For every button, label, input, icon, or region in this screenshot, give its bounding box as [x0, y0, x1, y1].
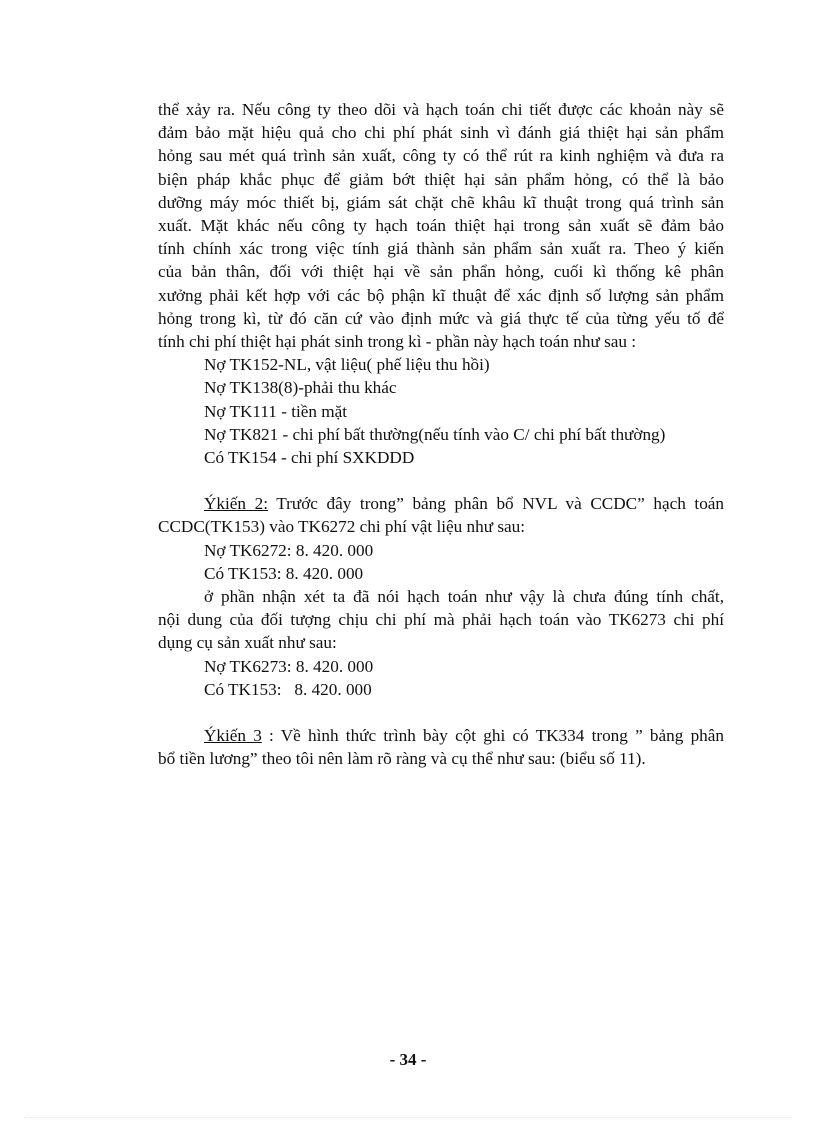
- text-line: hỏng sau mét quá trình sản xuất, công ty có thể rút ra kinh nghiệm và đưa ra: [158, 146, 724, 166]
- journal-entry: Có TK154 - chi phí SXKDDD: [204, 448, 415, 468]
- text-line: [158, 492, 724, 515]
- journal-entry: Nợ TK138(8)-phải thu khác: [204, 378, 397, 398]
- journal-entry: Có TK153: 8. 420. 000: [204, 679, 372, 699]
- journal-entry: Nợ TK6273: 8. 420. 000: [204, 656, 374, 676]
- footer-divider: [24, 1117, 792, 1118]
- opinion-3-text: : Về hình thức trình bày cột ghi có TK334 trong ” bảng phân: [261, 726, 724, 746]
- text-line: CCDC(TK153) vào TK6272 chi phí vật liệu như sau:: [158, 517, 526, 537]
- text-line: xưởng phải kết hợp với các bộ phận kĩ thuật để xác định số lượng sản phẩm: [158, 285, 724, 305]
- opinion-2: [158, 492, 724, 701]
- journal-entry: Nợ TK821 - chi phí bất thường(nếu tính vào C/ chi phí bất thường): [204, 424, 666, 444]
- opinion-2-note: ở phần nhận xét ta đã nói hạch toán như vậy là chưa đúng tính chất,: [204, 587, 724, 607]
- text-line: tính chính xác trong việc tính giá thành sản phẩm sản xuất ra. Theo ý kiến: [158, 239, 724, 259]
- journal-entry: Nợ TK152-NL, vật liệu( phế liệu thu hồi): [204, 355, 490, 375]
- document-body: [158, 98, 724, 770]
- opinion-3: [158, 724, 724, 770]
- journal-entry: Nợ TK111 - tiền mặt: [204, 401, 348, 421]
- journal-entries-1: [158, 353, 724, 469]
- text-line: dưỡng máy móc thiết bị, giám sát chặt chẽ khâu kĩ thuật trong quá trình sản: [158, 192, 724, 212]
- journal-entry: Có TK153: 8. 420. 000: [204, 563, 364, 583]
- text-line: [158, 585, 724, 608]
- text-line: biện pháp khắc phục để giảm bớt thiệt hại sản phẩm hỏng, có thể là bảo: [158, 169, 724, 189]
- opinion-2-label: Ýkiến 2:: [204, 494, 268, 514]
- text-line: tính chi phí thiệt hại phát sinh trong kì - phần này hạch toán như sau :: [158, 332, 637, 352]
- page-number: - 34 -: [389, 1050, 427, 1069]
- text-line: bổ tiền lương” theo tôi nên làm rõ ràng và cụ thể như sau: (biểu số 11).: [158, 749, 646, 769]
- intro-paragraph: [158, 98, 724, 353]
- text-line: đảm bảo mặt hiệu quả cho chi phí phát sinh vì đánh giá thiệt hại sản phẩm: [158, 123, 724, 143]
- text-line: hỏng trong kì, từ đó căn cứ vào định mức và giá thực tế của từng yếu tố để: [158, 308, 724, 328]
- opinion-2-text: Trước đây trong” bảng phân bổ NVL và CCDC” hạch toán: [267, 494, 725, 514]
- text-line: [158, 724, 724, 747]
- text-line: dụng cụ sản xuất như sau:: [158, 633, 337, 653]
- journal-entry: Nợ TK6272: 8. 420. 000: [204, 540, 374, 560]
- text-line: xuất. Mặt khác nếu công ty hạch toán thiệt hại trong sản xuất sẽ đảm bảo: [158, 216, 724, 236]
- text-line: thể xảy ra. Nếu công ty theo dõi và hạch toán chi tiết được các khoản này sẽ: [158, 100, 724, 119]
- text-line: của bản thân, đối với thiệt hại về sản phẩn hỏng, cuối kì thống kê phân: [158, 262, 724, 282]
- opinion-3-label: Ýkiến 3: [204, 726, 262, 746]
- text-line: nội dung của đối tượng chịu chi phí mà phải hạch toán vào TK6273 chi phí: [158, 610, 724, 630]
